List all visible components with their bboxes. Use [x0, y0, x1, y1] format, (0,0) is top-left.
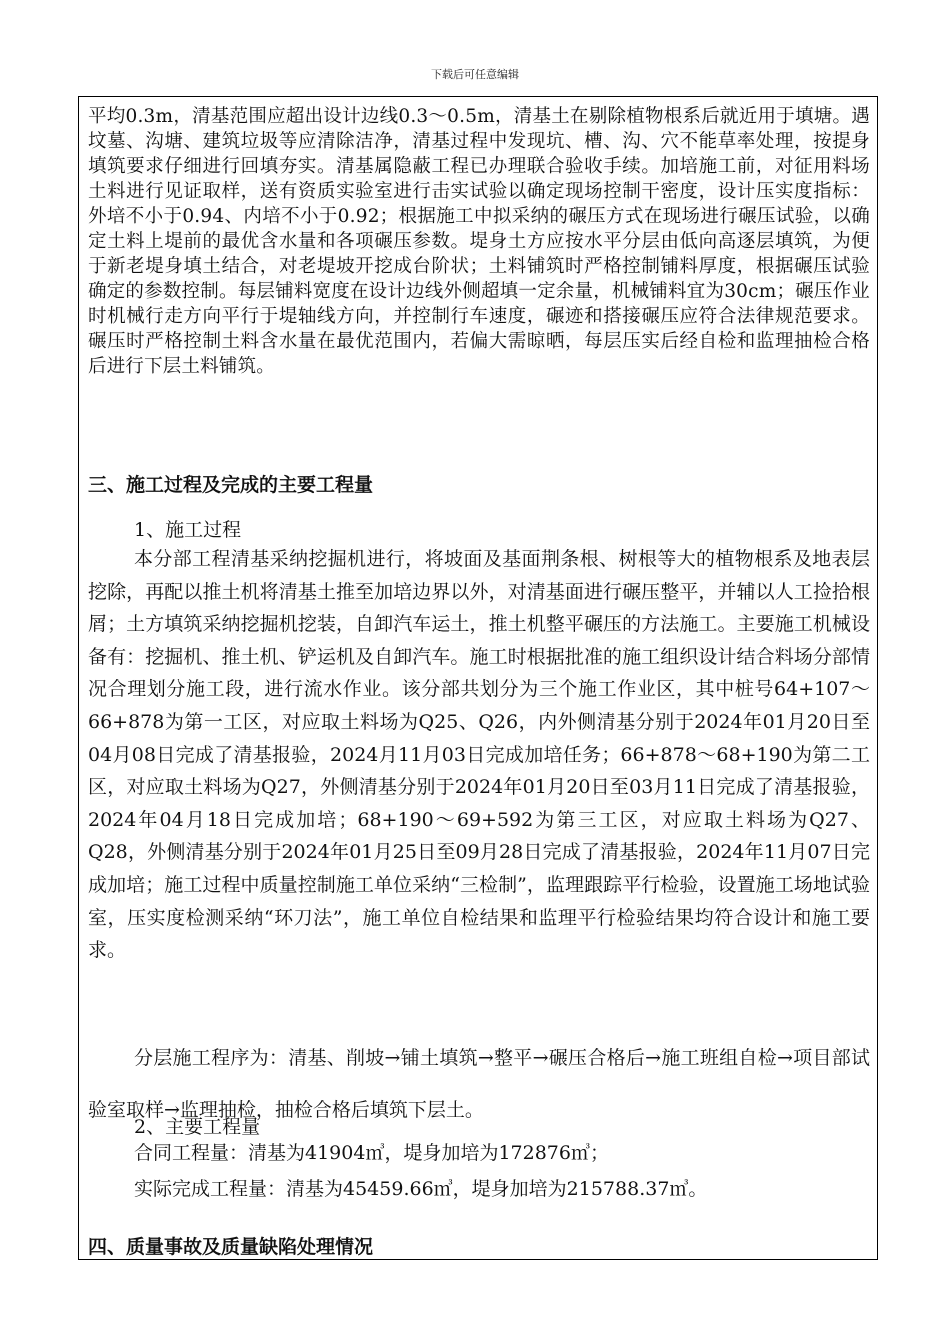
paragraph-clearing-filling: 平均0.3m，清基范围应超出设计边线0.3～0.5m，清基土在剔除植物根系后就近用于填塘。遇坟墓、沟塘、建筑垃圾等应清除洁净，清基过程中发现坑、槽、沟、穴不能草率处理，按提身填筑要求仔细进行回填夯实。清基属隐蔽工程已办理联合验收手续。加培施工前，对征用料场土料进行见证取样，送有资质实验室进行击实试验以确定现场控制干密度，设计压实度指标：外培不小于0.94、内培不小于0.92；根据施工中拟采纳的碾压方式在现场进行碾压试验，以确定土料上堤前的最优含水量和各项碾压参数。堤身土方应按水平分层由低向高逐层填筑，为便于新老堤身填土结合，对老堤坡开挖成台阶状；土料铺筑时严格控制铺料厚度，根据碾压试验确定的参数控制。每层铺料宽度在设计边线外侧超填一定余量，机械铺料宜为30cm；碾压作业时机械行走方向平行于堤轴线方向，并控制行车速度，碾迹和搭接碾压应符合法律规范要求。碾压时严格控制土料含水量在最优范围内，若偏大需晾晒，每层压实后经自检和监理抽检合格后进行下层土料铺筑。 — [88, 106, 870, 377]
paragraph-construction-process: 本分部工程清基采纳挖掘机进行，将坡面及基面荆条根、树根等大的植物根系及地表层挖除，再配以推土机将清基土推至加培边界以外，对清基面进行碾压整平，并辅以人工捡拾根屑；土方填筑采纳挖掘机挖装，自卸汽车运土，推土机整平碾压的方法施工。主要施工机械设备有：挖掘机、推土机、铲运机及自卸汽车。施工时根据批准的施工组织设计结合料场分部情况合理划分施工段，进行流水作业。该分部共划分为三个施工作业区，其中桩号64+107～66+878为第一工区，对应取土料场为Q25、Q26，内外侧清基分别于2024年01月20日至04月08日完成了清基报验，2024月11月03日完成加培任务；66+878～68+190为第二工区，对应取土料场为Q27，外侧清基分别于2024年01月20日至03月11日完成了清基报验，2024年04月18日完成加培；68+190～69+592为第三工区，对应取土料场为Q27、Q28，外侧清基分别于2024年01月25日至09月28日完成了清基报验，2024年11月07日完成加培；施工过程中质量控制施工单位采纳“三检制”，监理跟踪平行检验，设置施工场地试验室，压实度检测采纳“环刀法”，施工单位自检结果和监理平行检验结果均符合设计和施工要求。 — [88, 548, 870, 962]
section-4-heading: 四、质量事故及质量缺陷处理情况 — [88, 1236, 374, 1258]
section-3-heading: 三、施工过程及完成的主要工程量 — [88, 474, 374, 496]
subsection-construction-process: 1、施工过程 — [134, 519, 242, 541]
page-header: 下载后可任意编辑 — [431, 68, 519, 81]
contract-quantity-line: 合同工程量：清基为41904㎥，堤身加培为172876㎥； — [134, 1142, 609, 1164]
subsection-main-quantities: 2、主要工程量 — [134, 1116, 261, 1138]
actual-quantity-line: 实际完成工程量：清基为45459.66㎥，堤身加培为215788.37㎥。 — [134, 1178, 708, 1200]
content-table-cell — [78, 96, 878, 1260]
paragraph-layered-procedure: 分层施工程序为：清基、削坡→铺土填筑→整平→碾压合格后→施工班组自检→项目部试验室取样→监理抽检，抽检合格后填筑下层土。 — [88, 1047, 870, 1121]
